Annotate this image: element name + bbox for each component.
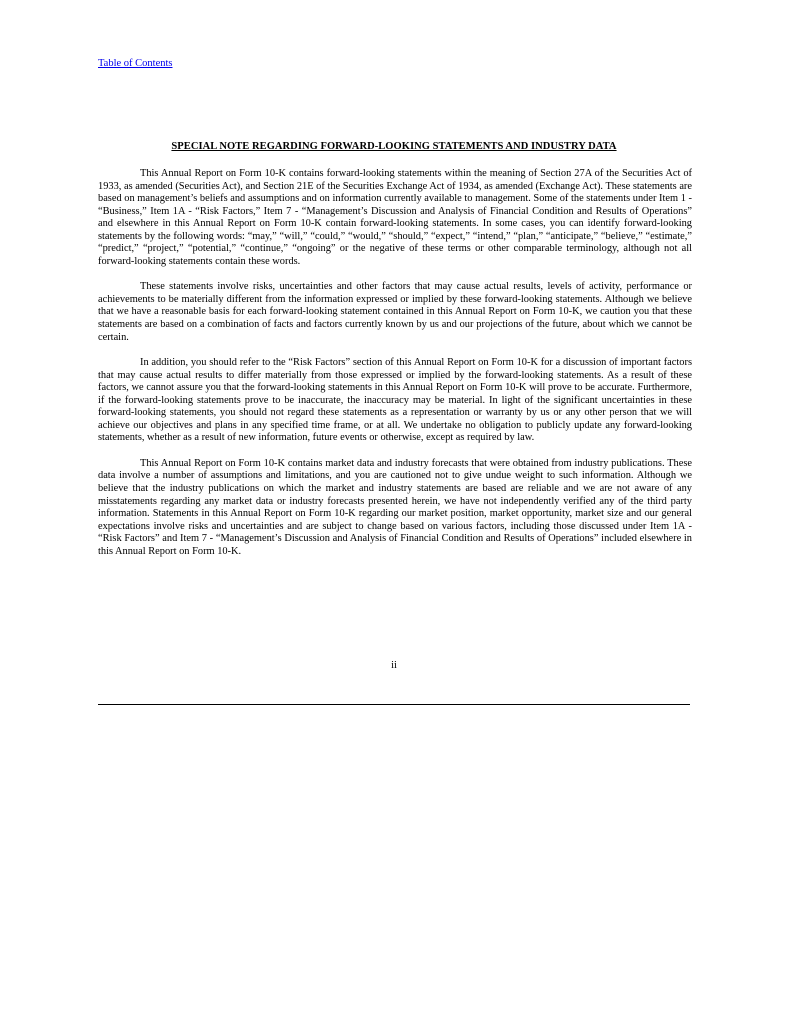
table-of-contents-link[interactable]: Table of Contents	[98, 58, 173, 69]
paragraph-market-data: This Annual Report on Form 10-K contains market data and industry forecasts that were obtained from industry publications. These data involve a number of assumptions and limitations, and you are cautioned not to give undue weight to such information. Although we believe that the industry publications on which the market and industry statements are based are reliable and we are not aware of any misstatements regarding any market data or industry forecasts presented herein, we have not independently verified any of the third party information. Statements in this Annual Report on Form 10-K regarding our market position, market opportunity, market size and our general expectations involve risks and uncertainties and are subject to change based on various factors, including those discussed under Item 1A - “Risk Factors” and Item 7 - “Management’s Discussion and Analysis of Financial Condition and Results of Operations” included elsewhere in this Annual Report on Form 10-K.	[98, 457, 692, 557]
section-heading: SPECIAL NOTE REGARDING FORWARD-LOOKING STATEMENTS AND INDUSTRY DATA	[171, 141, 617, 152]
page-divider	[98, 704, 690, 705]
paragraph-forward-looking-intro: This Annual Report on Form 10-K contains forward-looking statements within the meaning of Section 27A of the Securities Act of 1933, as amended (Securities Act), and Section 21E of the Securities Exchange Act of 1934, as amended (Exchange Act). These statements are based on management’s beliefs and assumptions and on information currently available to management. Some of the statements under Item 1 - “Business,” Item 1A - “Risk Factors,” Item 7 - “Management’s Discussion and Analysis of Financial Condition and Results of Operations” and elsewhere in this Annual Report on Form 10-K contain forward-looking statements. In some cases, you can identify forward-looking statements by the following words: “may,” “will,” “could,” “would,” “should,” “expect,” “intend,” “plan,” “anticipate,” “believe,” “estimate,” “predict,” “project,” “potential,” “continue,” “ongoing” or the negative of these terms or other comparable terminology, although not all forward-looking statements contain these words.	[98, 168, 692, 267]
page-number: ii	[391, 660, 397, 671]
paragraph-risks-uncertainties: These statements involve risks, uncertainties and other factors that may cause actual results, levels of activity, performance or achievements to be materially different from the information expressed or implied by these forward-looking statements. Although we believe that we have a reasonable basis for each forward-looking statement contained in this Annual Report on Form 10-K, we caution you that these statements are based on a combination of facts and factors currently known by us and our projections of the future, about which we cannot be certain.	[98, 281, 692, 343]
paragraph-risk-factors-reference: In addition, you should refer to the “Risk Factors” section of this Annual Report on Form 10-K for a discussion of important factors that may cause actual results to differ materially from those expressed or implied by the forward-looking statements. As a result of these factors, we cannot assure you that the forward-looking statements in this Annual Report on Form 10-K will prove to be accurate. Furthermore, if the forward-looking statements prove to be inaccurate, the inaccuracy may be material. In light of the significant uncertainties in these forward-looking statements, you should not regard these statements as a representation or warranty by us or any other person that we will achieve our objectives and plans in any specified time frame, or at all. We undertake no obligation to publicly update any forward-looking statements, whether as a result of new information, future events or otherwise, except as required by law.	[98, 357, 692, 444]
section-body	[98, 168, 692, 571]
